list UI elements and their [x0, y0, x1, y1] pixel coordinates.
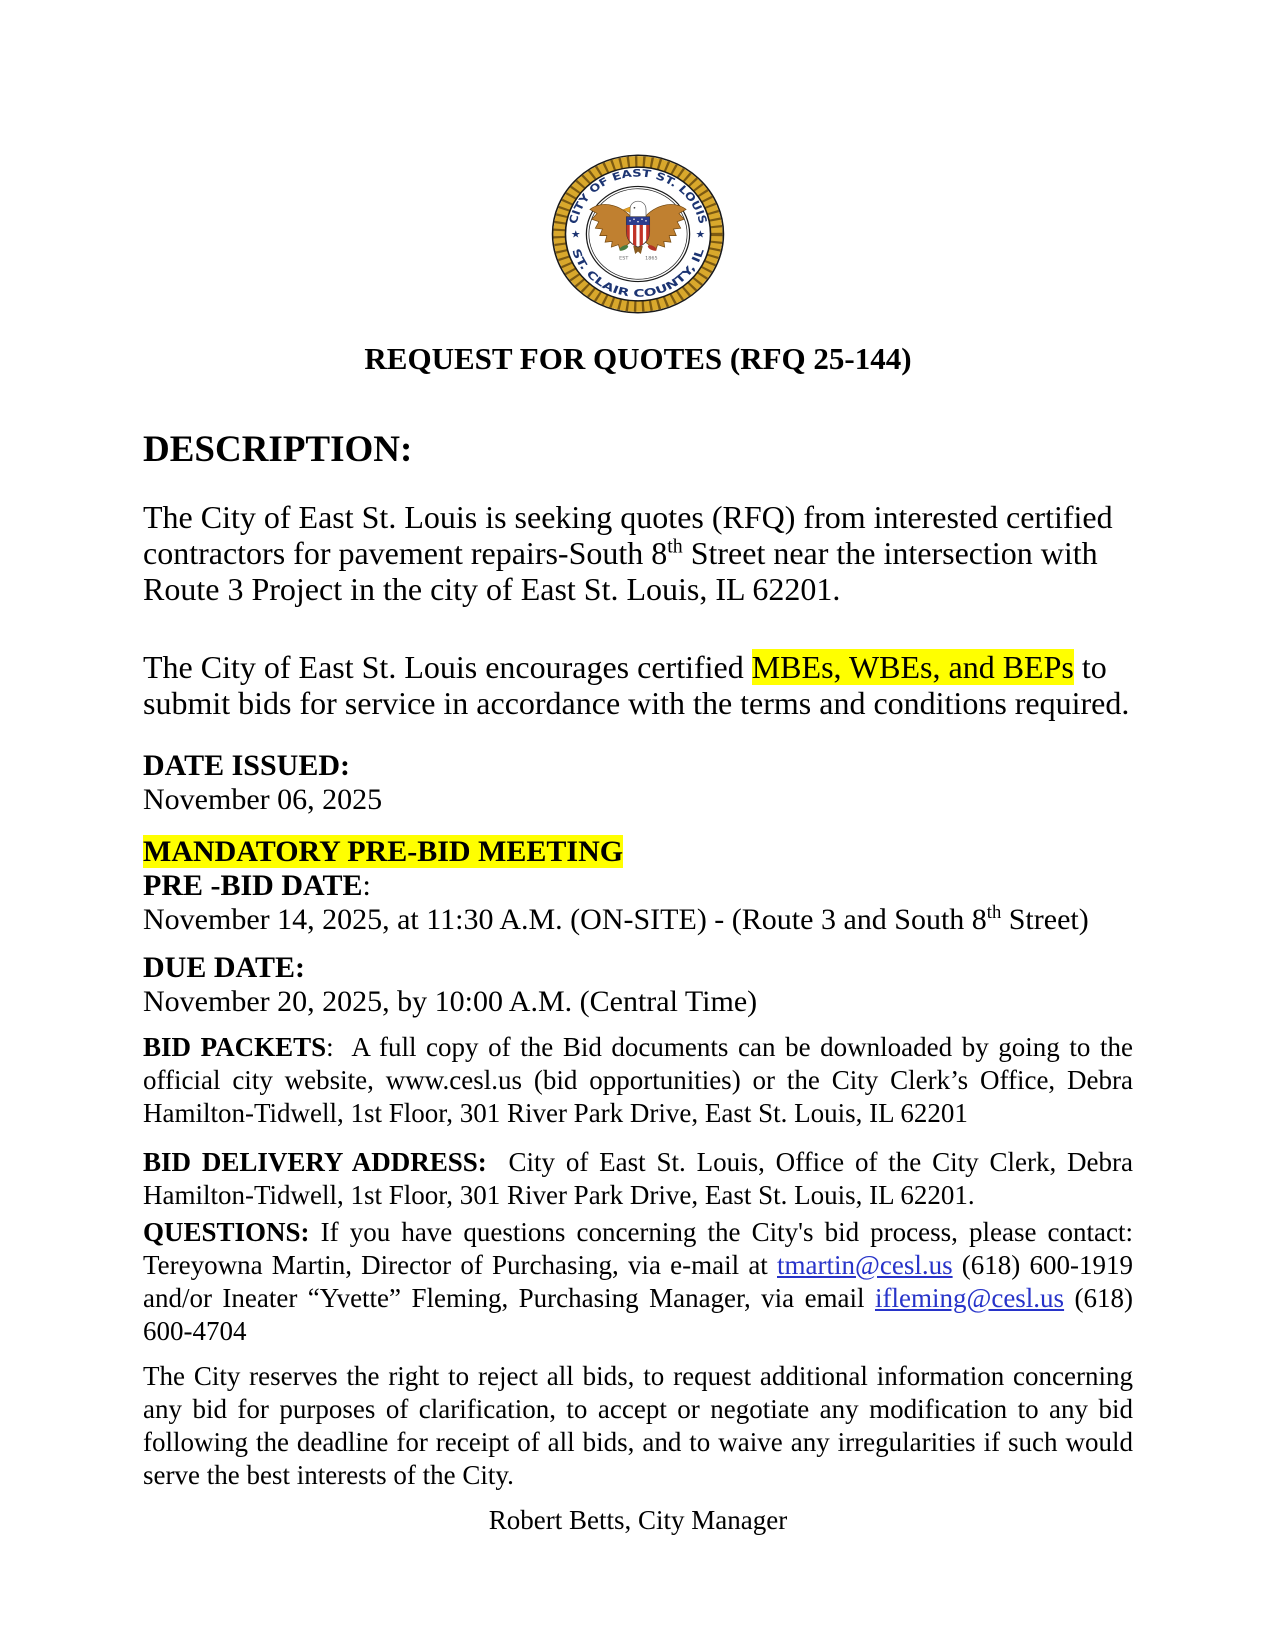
bid-packets-paragraph [143, 1031, 1133, 1130]
prebid-date-colon: : [362, 868, 371, 902]
questions-text-3: (618) 600-4704 [143, 1282, 1133, 1346]
date-issued-label: DATE ISSUED: [143, 748, 350, 782]
seal-left-star-icon: ★ [570, 230, 580, 241]
prebid-meeting-section [143, 835, 1133, 937]
encouragement-text-pre: The City of East St. Louis encourages certified [143, 648, 752, 685]
city-seal-image [549, 152, 727, 316]
tmartin-email-link[interactable]: tmartin@cesl.us [777, 1249, 953, 1280]
ifleming-email-link[interactable]: ifleming@cesl.us [874, 1282, 1065, 1313]
seal-right-star-icon: ★ [695, 230, 705, 241]
mandatory-meeting-line [143, 835, 1133, 869]
prebid-date-value [143, 903, 1133, 937]
bid-delivery-label: BID DELIVERY ADDRESS: [143, 1146, 487, 1177]
document-title: REQUEST FOR QUOTES (RFQ 25-144) [364, 341, 912, 376]
questions-label: QUESTIONS: [143, 1216, 310, 1247]
prebid-date-pre: November 14, 2025, at 11:30 A.M. (ON-SITE) - (Route 3 and South 8 [143, 902, 987, 936]
ordinal-superscript: th [986, 901, 1002, 923]
seal-est-text: EST [618, 256, 628, 262]
due-date-value: November 20, 2025, by 10:00 A.M. (Central Time) [143, 984, 758, 1018]
bid-packets-colon: : [326, 1031, 334, 1062]
date-issued-section [143, 749, 1133, 817]
questions-paragraph [143, 1216, 1133, 1348]
mandatory-meeting-highlight: MANDATORY PRE-BID MEETING [143, 834, 624, 868]
seal-top-text: CITY OF EAST ST. LOUIS [565, 166, 709, 226]
seal-bottom-text: ST. CLAIR COUNTY, IL [568, 247, 706, 300]
questions-text-2: (618) 600-1919 and/or Ineater “Yvette” Fleming, Purchasing Manager, via email [143, 1249, 1133, 1313]
description-paragraph [143, 499, 1133, 607]
description-text-post: Street near the intersection with Route 3 Project in the city of East St. Louis, IL 62201. [143, 534, 1098, 607]
ordinal-superscript: th [667, 535, 683, 558]
prebid-date-label: PRE -BID DATE [143, 868, 363, 902]
seal-year-text: 1865 [644, 256, 658, 262]
encouragement-text-post: to submit bids for service in accordance with the terms and conditions required. [143, 648, 1130, 721]
encouragement-paragraph [143, 649, 1133, 721]
bid-delivery-text: City of East St. Louis, Office of the City Clerk, Debra Hamilton-Tidwell, 1st Floor, 301 River Park Drive, East St. Louis, IL 62201. [143, 1146, 1133, 1210]
prebid-date-post: Street) [1001, 902, 1089, 936]
due-date-section [143, 951, 1133, 1019]
description-heading: DESCRIPTION: [143, 429, 413, 471]
document-body [0, 342, 1275, 1537]
description-text-pre: The City of East St. Louis is seeking quotes (RFQ) from interested certified contractors for pavement repairs-South 8 [143, 498, 1113, 571]
due-date-label: DUE DATE: [143, 950, 305, 984]
signature-line: Robert Betts, City Manager [488, 1504, 788, 1535]
mbe-wbe-bep-highlight: MBEs, WBEs, and BEPs [751, 648, 1074, 685]
bid-delivery-paragraph [143, 1146, 1133, 1212]
prebid-date-label-line [143, 869, 1133, 903]
rights-reserved-paragraph: The City reserves the right to reject all bids, to request additional information concerning any bid for purposes of clarification, to accept or negotiate any modification to any bid following the deadline for receipt of all bids, and to waive any irregularities if such would serve the best interests of the City. [143, 1360, 1133, 1490]
date-issued-value: November 06, 2025 [143, 782, 383, 816]
bid-packets-text: A full copy of the Bid documents can be downloaded by going to the official city website, www.cesl.us (bid opportunities) or the City Clerk’s Office, Debra Hamilton-Tidwell, 1st Floor, 301 River Park Drive, East St. Louis, IL 62201 [143, 1031, 1133, 1128]
bid-packets-label: BID PACKETS [143, 1031, 327, 1062]
questions-text-1: If you have questions concerning the City's bid process, please contact: Tereyowna Martin, Director of Purchasing, via e-mail at [143, 1216, 1133, 1280]
